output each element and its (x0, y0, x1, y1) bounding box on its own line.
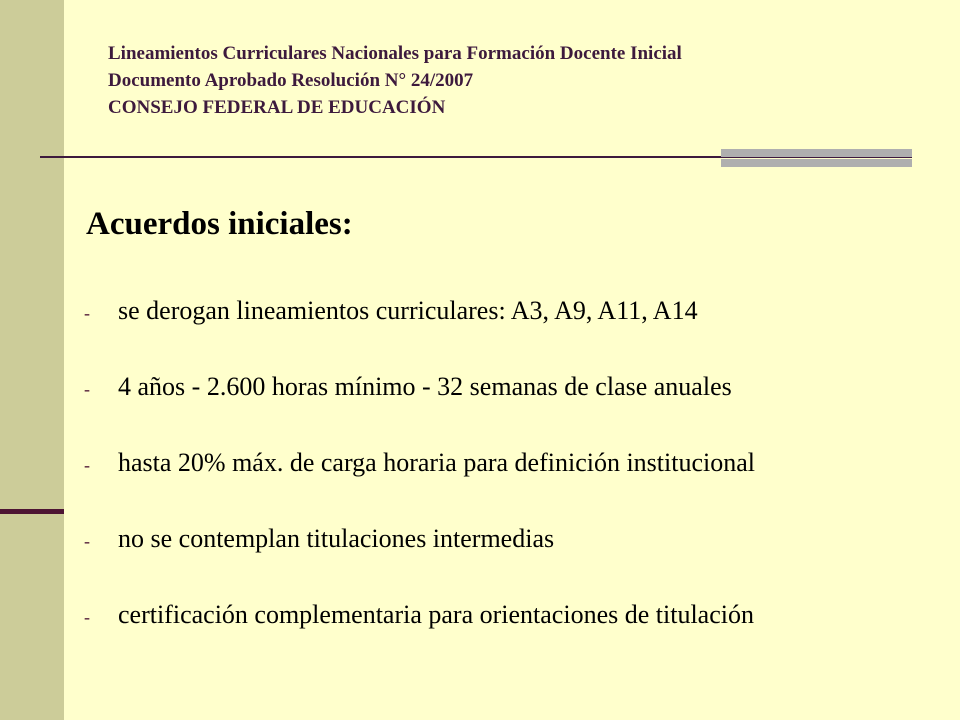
list-item-text: no se contemplan titulaciones intermedias (118, 524, 555, 553)
list-item-text: se derogan lineamientos curriculares: A3, A9, A11, A14 (118, 296, 698, 325)
left-decorative-band (0, 0, 64, 720)
list-item (84, 524, 755, 600)
document-header (108, 40, 928, 121)
left-band-accent-mark (0, 509, 64, 514)
header-line-1: Lineamientos Curriculares Nacionales para Formación Docente Inicial (108, 43, 682, 64)
list-item-text: certificación complementaria para orientaciones de titulación (118, 600, 754, 629)
dash-bullet-icon: - (84, 455, 90, 475)
list-item (84, 448, 755, 524)
header-divider-gray-lower (721, 159, 912, 167)
header-line-3: CONSEJO FEDERAL DE EDUCACIÓN (108, 97, 446, 118)
list-item (84, 372, 755, 448)
dash-bullet-icon: - (84, 531, 90, 551)
dash-bullet-icon: - (84, 379, 90, 399)
slide-title: Acuerdos iniciales: (86, 206, 353, 242)
list-item (84, 296, 755, 372)
list-item (84, 600, 755, 676)
header-line-2: Documento Aprobado Resolución N° 24/2007 (108, 70, 474, 91)
list-item-text: 4 años - 2.600 horas mínimo - 32 semanas de clase anuales (118, 372, 732, 401)
header-divider-gray-upper (721, 149, 912, 157)
dash-bullet-icon: - (84, 607, 90, 627)
list-item-text: hasta 20% máx. de carga horaria para definición institucional (118, 448, 755, 477)
agreements-list (84, 296, 755, 676)
dash-bullet-icon: - (84, 303, 90, 323)
